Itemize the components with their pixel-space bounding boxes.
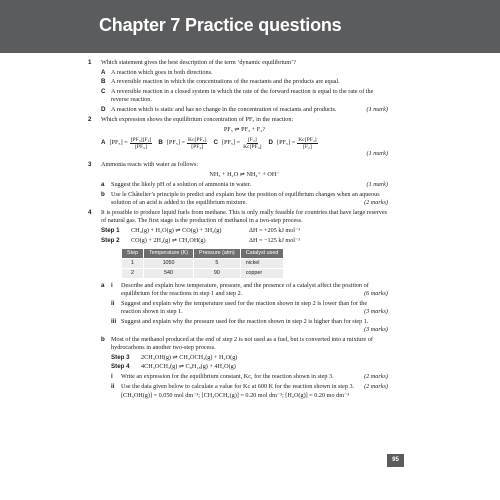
step-1: Step 1 CH₄(g) + H₂O(g) ⇌ CO(g) + 3H₂(g) ΔH = +205 kJ mol⁻¹ <box>101 226 301 234</box>
table-cell: copper <box>240 268 284 278</box>
question-text: It is possible to produce liquid fuels from methane. This is only really feasible for countries that have large reserves of natural gas. The first stage is the production of methanol in a two-step process. <box>101 208 388 225</box>
part-a-iii: iii Suggest and explain why the pressure used for the reaction shown in step 2 is higher than for step 1. (3 marks) <box>111 317 388 334</box>
table-cell: 1 <box>122 258 144 268</box>
question-3 <box>88 161 388 207</box>
option-c: C A reversible reaction in a closed system in which the rate of the forward reaction is equal to the rate of the reverse reaction. <box>101 88 374 104</box>
marks: (2 marks) <box>364 382 388 390</box>
option-d: D [PF₅] = $\frac{\text{Kc[PF₃]}}{\text{[F₂]}}$ <box>268 136 317 150</box>
table-cell: 1050 <box>144 258 194 268</box>
question-4 <box>88 209 388 401</box>
question-text: Which expression shows the equilibrium concentration of PF₅ in the reaction: <box>101 116 294 124</box>
option-a: A [PF₅] = $\frac{\text{[PF₃][F₂]}}{\text{[PF₅]}}$ <box>101 136 152 150</box>
question-number: 4 <box>88 208 92 216</box>
marks: (3 marks) <box>364 308 388 316</box>
step-2: Step 2 CO(g) + 2H₂(g) ⇌ CH₃OH(g) ΔH = −125 kJ mol⁻¹ <box>101 236 301 244</box>
table-row <box>122 258 284 268</box>
equation: NH₃ + H₂O ⇌ NH₄⁺ + OH⁻ <box>209 170 280 178</box>
option-a: A A reaction which goes in both directions. <box>101 68 213 76</box>
table-cell: 90 <box>194 268 241 278</box>
part-b: b Most of the methanol produced at the end of step 2 is not used as a fuel, but is converted into a mixture of hydrocarbons in another two-step process. Step 3 2CH₃OH(g) ⇌ CH₃OCH₃(g) + H₂O(g) Step 4 4CH₃OCH₃(g) ⇌ C₈H₁₈(g) + 4H₂O(g) i Write an expression for the equilibrium constant, Kc, for the reaction shown in step 3. (2 marks) ii Use the data given below to calculate a value for Kc at 600 K for the reaction shown in step 3. (2 marks) [CH₃OH(g)] = 0.050 mol dm⁻³; [CH₃OCH₃(g)] = 0.20 mol dm⁻³; [H₂O(g)] = 0.20 mo dm⁻³ <box>101 335 388 400</box>
table-row <box>122 268 284 278</box>
page-number: 95 <box>387 454 404 467</box>
option-d: D A reaction which is static and has no change in the concentration of reactants and products. (1 mark) <box>101 105 388 113</box>
table-header-row <box>122 248 284 258</box>
page-title: Chapter 7 Practice questions <box>99 15 342 35</box>
part-a-ii: ii Suggest and explain why the temperature used for the reaction shown in step 2 is lower than for the reaction shown in step 1. (3 marks) <box>111 299 388 316</box>
question-number: 1 <box>88 59 92 66</box>
marks: (1 mark) <box>366 180 388 188</box>
column-header: Pressure (atm) <box>194 248 241 258</box>
chapter-header <box>0 0 500 53</box>
question-2 <box>88 116 388 158</box>
option-b: B [PF₅] = $\frac{\text{Kc[PF₃]}}{\text{[PF₂]}}$ <box>158 136 207 150</box>
part-a: a Suggest the likely pH of a solution of ammonia in water. (1 mark) <box>101 180 388 188</box>
question-text: Ammonia reacts with water as follows: <box>101 160 199 168</box>
equation: PF₅ ⇌ PF₃ + F₂? <box>223 126 266 134</box>
conditions-table <box>121 248 284 279</box>
marks: (3 marks) <box>364 326 388 334</box>
option-row <box>101 137 388 151</box>
table-cell: 5 <box>194 258 241 268</box>
table-cell: 540 <box>144 268 194 278</box>
option-c: C [PF₅] = $\frac{\text{[F₂]}}{\text{Kc[PF₃]}}$ <box>213 136 262 150</box>
part-b: b Use le Châtelier’s principle to predict and explain how the position of equilibrium changes when an aqueous solution of an acid is added to the equilibrium mixture. (2 marks) <box>101 190 388 206</box>
part-a: a i Describe and explain how temperature, pressure, and the presence of a catalyst affect the position of equilibrium for the reactions in step 1 and step 2. (6 marks) ii Suggest and explain why the temperature used for the reaction shown in step 2 is lower than for the reaction shown in step 1. (3 marks) iii Suggest and explain why the pressure used for the reaction shown in step 2 is higher than for step 1. (3 marks) <box>101 282 388 334</box>
step-3: Step 3 2CH₃OH(g) ⇌ CH₃OCH₃(g) + H₂O(g) <box>111 353 238 361</box>
column-header: Temperature (K) <box>144 248 194 258</box>
column-header: Catalyst used <box>240 248 284 258</box>
question-number: 3 <box>88 160 92 168</box>
question-text: Which statement gives the best description of the term ‘dynamic equilibrium’? <box>101 59 296 66</box>
question-number: 2 <box>88 116 92 124</box>
questions-area <box>88 59 388 403</box>
option-b: B A reversible reaction in which the concentrations of the reactants and the products are equal. <box>101 78 340 86</box>
marks: (2 marks) <box>364 198 388 206</box>
part-b-i: i Write an expression for the equilibrium constant, Kc, for the reaction shown in step 3. (2 marks) <box>111 372 388 380</box>
marks: (6 marks) <box>364 290 388 298</box>
marks: (2 marks) <box>364 372 388 380</box>
marks: (1 mark) <box>366 105 388 113</box>
step-4: Step 4 4CH₃OCH₃(g) ⇌ C₈H₁₈(g) + 4H₂O(g) <box>111 363 236 371</box>
column-header: Step <box>122 248 144 258</box>
part-b-ii: ii Use the data given below to calculate a value for Kc at 600 K for the reaction shown in step 3. (2 marks) <box>111 382 388 390</box>
part-a-i: i Describe and explain how temperature, pressure, and the presence of a catalyst affect the position of equilibrium for the reactions in step 1 and step 2. (6 marks) <box>111 282 388 298</box>
concentration-data: [CH₃OH(g)] = 0.050 mol dm⁻³; [CH₃OCH₃(g)] = 0.20 mol dm⁻³; [H₂O(g)] = 0.20 mo dm⁻³ <box>121 392 350 400</box>
question-1 <box>88 59 388 114</box>
marks: (1 mark) <box>366 150 388 158</box>
table-cell: nickel <box>240 258 284 268</box>
table-cell: 2 <box>122 268 144 278</box>
